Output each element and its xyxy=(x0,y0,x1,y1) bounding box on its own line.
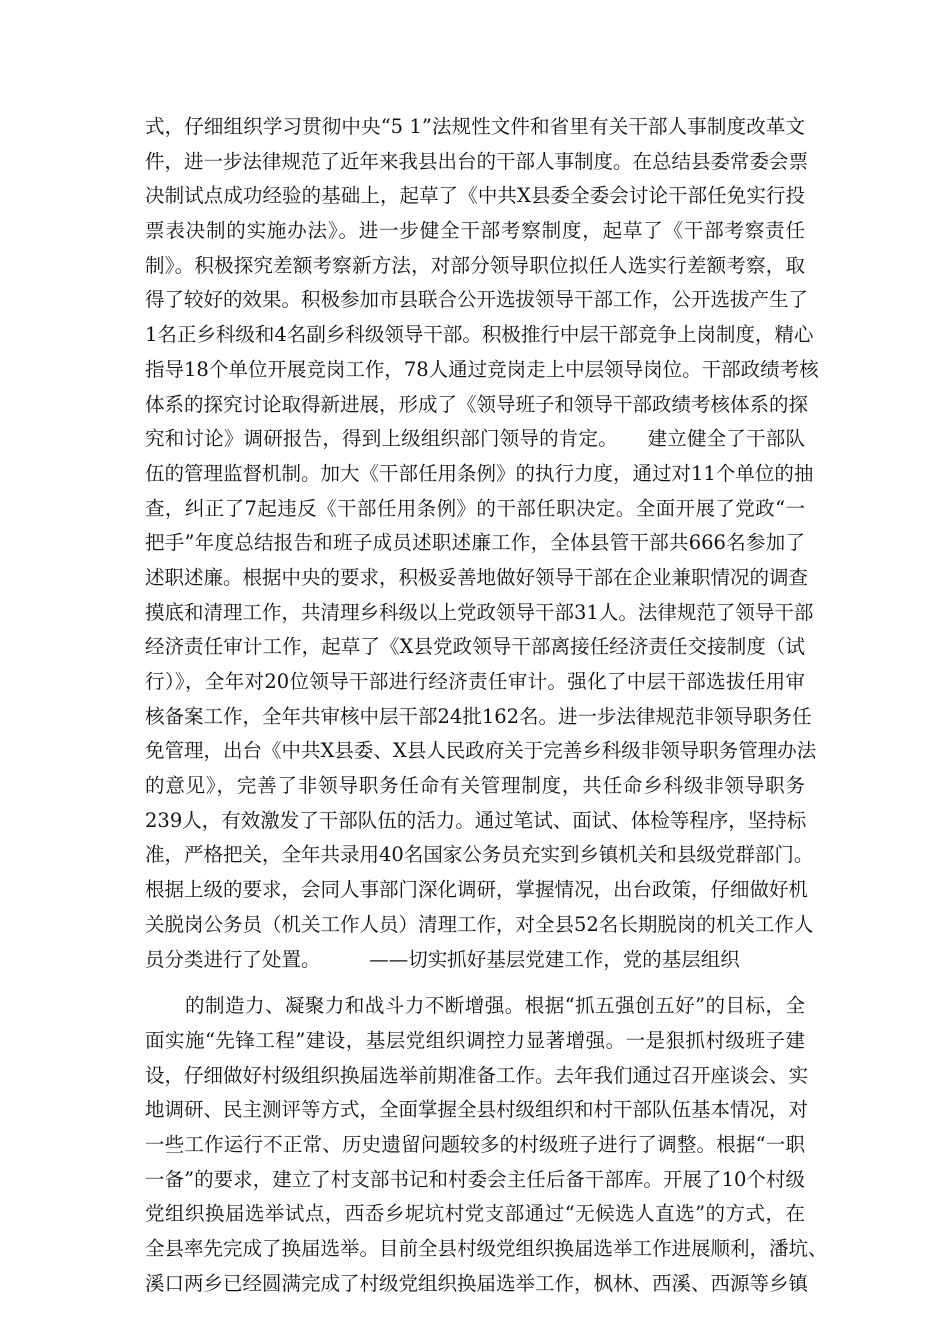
text-line: 核备案工作，全年共审核中层干部24批162名。进一步法律规范非领导职务任 xyxy=(145,704,812,728)
text-line: 票表决制的实施办法》。进一步健全干部考察制度，起草了《干部考察责任 xyxy=(145,219,805,243)
text-line: 件，进一步法律规范了近年来我县出台的干部人事制度。在总结县委常委会票 xyxy=(145,149,809,173)
paragraph-start-line: 的制造力、凝聚力和战斗力不断增强。根据“抓五强创五好”的目标，全 xyxy=(185,994,805,1018)
text-line: 查，纠正了7起违反《干部任用条例》的干部任职决定。全面开展了党政“一 xyxy=(145,496,805,520)
text-line: 决制试点成功经验的基础上，起草了《中共X县委全委会讨论干部任免实行投 xyxy=(145,184,805,208)
text-line: 伍的管理监督机制。加大《干部任用条例》的执行力度，通过对11个单位的抽 xyxy=(145,461,814,485)
text-line: 239人，有效激发了干部队伍的活力。通过笔试、面试、体检等程序，坚持标 xyxy=(145,808,807,832)
text-line: 体系的探究讨论取得新进展，形成了《领导班子和领导干部政绩考核体系的探 xyxy=(145,392,809,416)
text-line: 得了较好的效果。积极参加市县联合公开选拔领导干部工作，公开选拔产生了 xyxy=(145,288,809,312)
text-line: 设，仔细做好村级组织换届选举前期准备工作。去年我们通过召开座谈会、实 xyxy=(145,1063,809,1087)
text-line: 员分类进行了处置。 ——切实抓好基层党建工作，党的基层组织 xyxy=(145,947,740,971)
text-line: 制》。积极探究差额考察新方法，对部分领导职位拟任人选实行差额考察，取 xyxy=(145,253,805,277)
text-line: 述职述廉。根据中央的要求，积极妥善地做好领导干部在企业兼职情况的调查 xyxy=(145,565,809,589)
text-line: 准，严格把关，全年共录用40名国家公务员充实到乡镇机关和县级党群部门。 xyxy=(145,843,814,867)
document-body xyxy=(145,110,828,1301)
text-line: 把手”年度总结报告和班子成员述职述廉工作，全体县管干部共666名参加了 xyxy=(145,531,805,555)
text-line: 根据上级的要求，会同人事部门深化调研，掌握情况，出台政策，仔细做好机 xyxy=(145,878,809,902)
text-line: 1名正乡科级和4名副乡科级领导干部。积极推行中层干部竞争上岗制度，精心 xyxy=(145,323,814,347)
text-line: 地调研、民主测评等方式，全面掌握全县村级组织和村干部队伍基本情况，对 xyxy=(145,1098,809,1122)
text-line: 指导18个单位开展竞岗工作，78人通过竞岗走上中层领导岗位。干部政绩考核 xyxy=(145,357,819,381)
text-line: 免管理，出台《中共X县委、X县人民政府关于完善乡科级非领导职务管理办法 xyxy=(145,739,817,763)
text-line: 全县率先完成了换届选举。目前全县村级党组织换届选举工作进展顺利，潘坑、 xyxy=(145,1237,828,1260)
text-line: 一备”的要求，建立了村支部书记和村委会主任后备干部库。开展了10个村级 xyxy=(145,1167,805,1191)
text-line: 党组织换届选举试点，西岙乡坭坑村党支部通过“无候选人直选”的方式，在 xyxy=(145,1202,805,1226)
text-line: 面实施“先锋工程”建设，基层党组织调控力显著增强。一是狠抓村级班子建 xyxy=(145,1028,805,1052)
text-line: 经济责任审计工作，起草了《X县党政领导干部离接任经济责任交接制度（试 xyxy=(145,635,805,659)
text-line: 式，仔细组织学习贯彻中央“5 1”法规性文件和省里有关干部人事制度改革文 xyxy=(145,115,805,138)
text-line: 关脱岗公务员（机关工作人员）清理工作，对全县52名长期脱岗的机关工作人 xyxy=(145,912,814,936)
text-line: 行）》，全年对20位领导干部进行经济责任审计。强化了中层干部选拔任用审 xyxy=(145,670,805,693)
text-line: 一些工作运行不正常、历史遗留问题较多的村级班子进行了调整。根据“一职 xyxy=(145,1132,805,1156)
text-line: 的意见》，完善了非领导职务任命有关管理制度，共任命乡科级非领导职务 xyxy=(145,774,805,798)
text-line: 究和讨论》调研报告，得到上级组织部门领导的肯定。 建立健全了干部队 xyxy=(145,427,805,451)
text-line: 溪口两乡已经圆满完成了村级党组织换届选举工作，枫林、西溪、西源等乡镇 xyxy=(145,1271,809,1295)
text-line: 摸底和清理工作，共清理乡科级以上党政领导干部31人。法律规范了领导干部 xyxy=(145,600,814,624)
